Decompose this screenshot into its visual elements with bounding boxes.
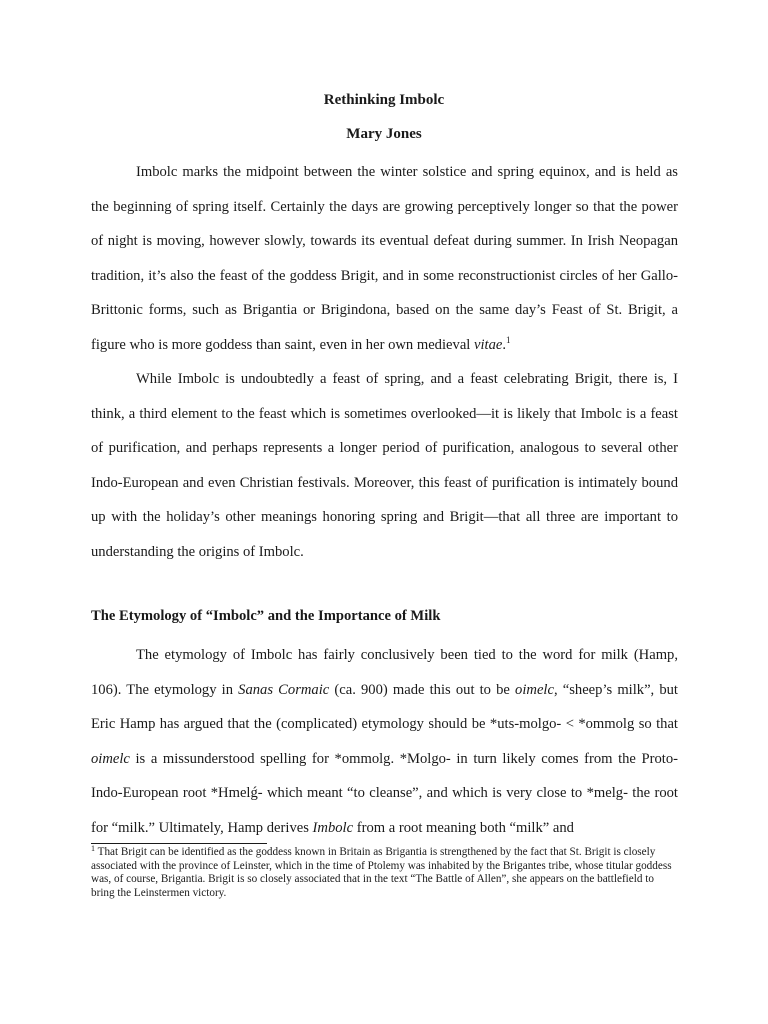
section-heading: The Etymology of “Imbolc” and the Importance of Milk [91, 608, 441, 624]
footnote-1 [91, 846, 678, 900]
footnote-divider [91, 843, 267, 844]
intro-paragraph-2 [91, 362, 678, 569]
paragraph-text: is a missunderstood spelling for *ommolg. *Molgo- in turn likely comes from the Proto-Indo-European root *Hmelǵ- which meant “to cleanse”, and which is very close to *melg- the root for “milk.” Ultimately, Hamp derives [91, 750, 678, 836]
punctuation: . [502, 336, 507, 353]
page-title: Rethinking Imbolc [323, 92, 445, 108]
italic-term: oimelc [515, 681, 554, 698]
paragraph-text: While Imbolc is undoubtedly a feast of spring, and a feast celebrating Brigit, there is, I think, a third element to the feast which is sometimes overlooked—it is likely that Imbolc is a feast of purification, and perhaps represents a longer period of purification, analogous to several other Indo-European and even Christian festivals. Moreover, this feast of purification is intimately bound up with the holiday’s other meanings honoring spring and Brigit—that all three are important to understanding the origins of Imbolc. [91, 371, 678, 560]
paragraph-text: The etymology of Imbolc has fairly conclusively been tied to the word for milk (Hamp, 106). The etymology in [91, 647, 678, 698]
paragraph-text: , “sheep’s milk”, but Eric Hamp has argued that the (complicated) etymology should be *uts-molgo- < *ommolg so that [91, 681, 678, 732]
footnote-reference[interactable]: 1 [506, 334, 511, 345]
footnote-text: That Brigit can be identified as the goddess known in Britain as Brigantia is strengthened by the fact that St. Brigit is closely associated with the province of Leinster, which in the time of Ptolemy was inhabited by the Brigantes tribe, whose titular goddess was, of course, Brigantia. Brigit is so closely associated that in the text “The Battle of Allen”, she appears on the battlefield to bring the Leinstermen victory. [91, 846, 672, 899]
author-name: Mary Jones [346, 126, 422, 142]
italic-term: oimelc [91, 750, 130, 767]
intro-paragraph-1 [91, 155, 678, 362]
paragraph-text: Imbolc marks the midpoint between the winter solstice and spring equinox, and is held as the beginning of spring itself. Certainly the days are growing perceptively longer so that the power of night is moving, however slowly, towards its eventual defeat during summer. In Irish Neopagan tradition, it’s also the feast of the goddess Brigit, and in some reconstructionist circles of her Gallo-Brittonic forms, such as Brigantia or Brigindona, based on the same day’s Feast of St. Brigit, a figure who is more goddess than saint, even in her own medieval [91, 164, 678, 353]
italic-term: Imbolc [312, 819, 354, 836]
paragraph [91, 638, 678, 844]
italic-title: Sanas Cormaic [238, 681, 330, 698]
paragraph [91, 155, 678, 362]
footnote-number: 1 [91, 844, 95, 853]
paragraph-text: (ca. 900) made this out to be [329, 681, 516, 698]
section-body-clip [91, 638, 678, 844]
section-paragraph-1 [91, 638, 678, 844]
paragraph-text: from a root meaning both “milk” and [353, 819, 574, 836]
italic-term: vitae [474, 336, 503, 353]
